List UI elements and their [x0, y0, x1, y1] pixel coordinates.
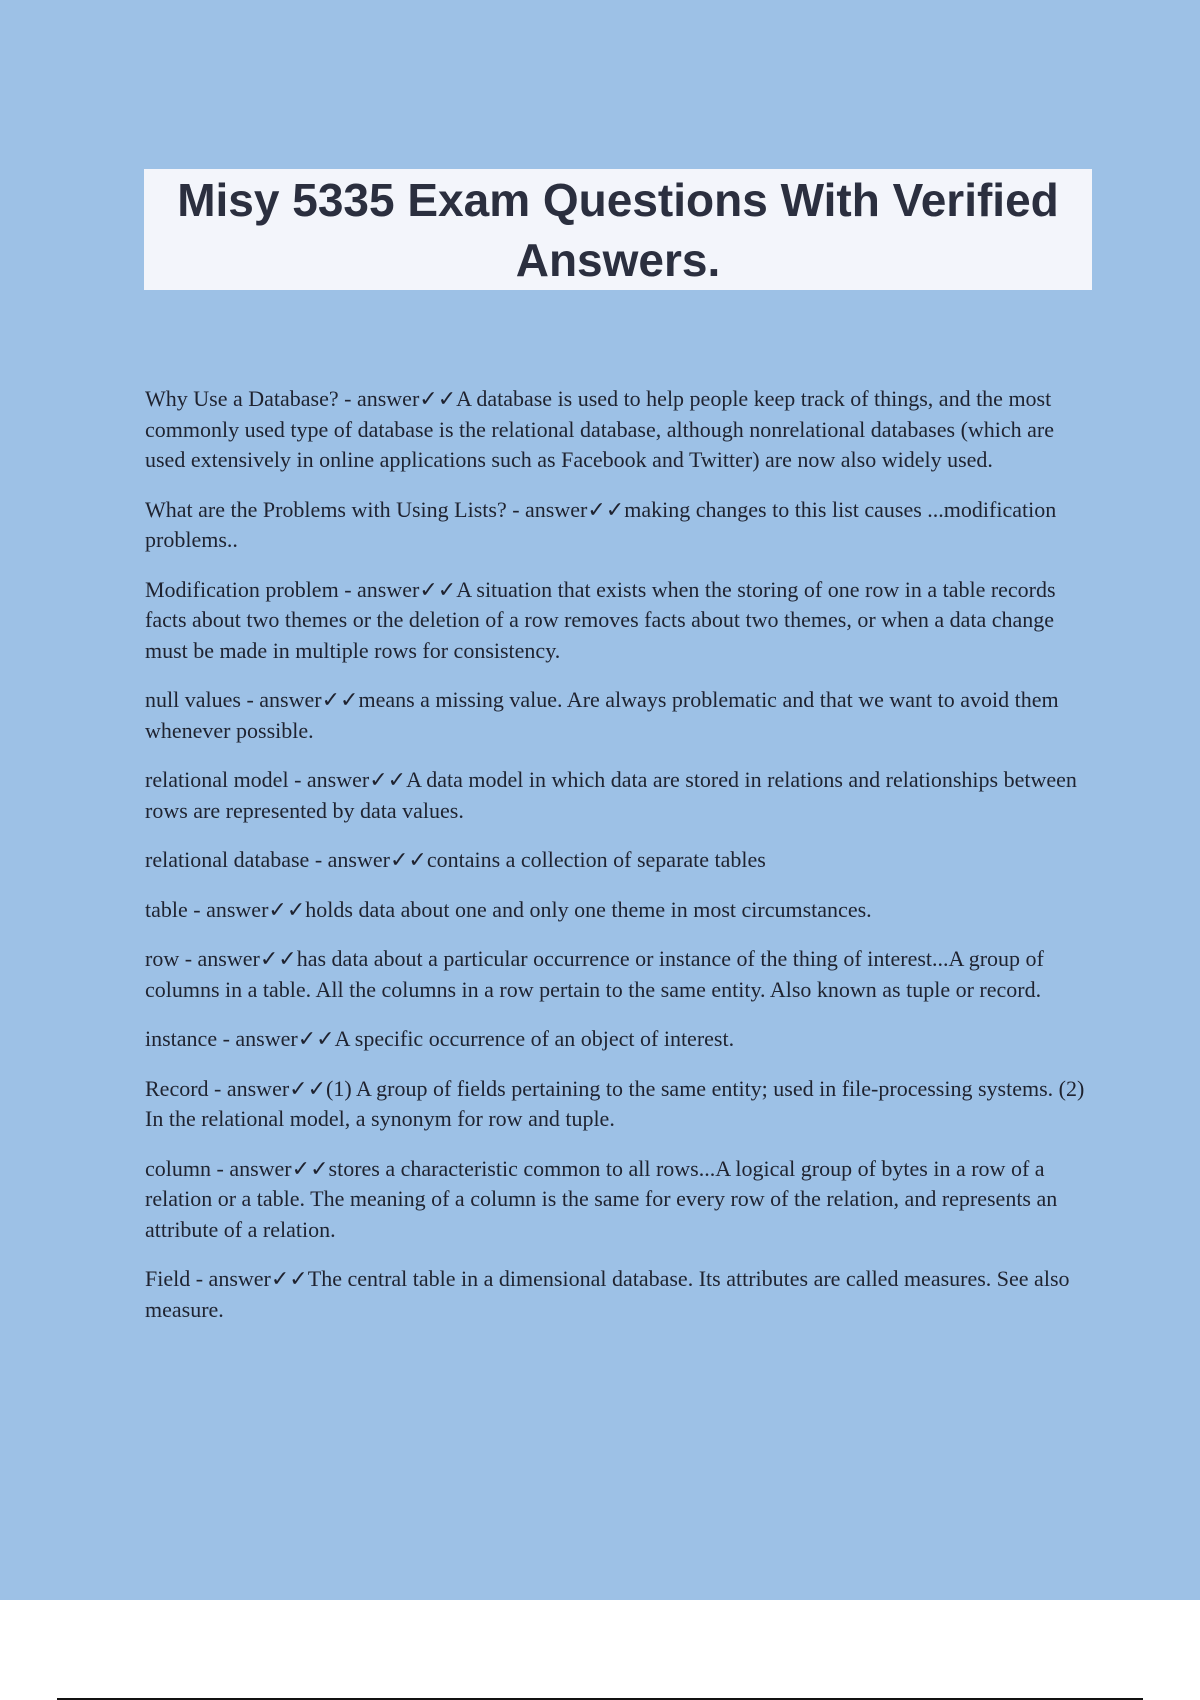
qa-separator: - answer [187, 896, 269, 922]
qa-separator: - answer [190, 1266, 271, 1291]
qa-term: What are the Problems with Using Lists? [145, 496, 507, 522]
qa-term: row [145, 946, 180, 971]
qa-answer: has data about a particular occurrence or instance of the thing of interest...A group of columns in a table. All the columns in a row pertain to the same entity. Also known as tuple or record. [145, 946, 1044, 1002]
qa-item [145, 495, 1091, 556]
qa-term: Why Use a Database? [145, 386, 339, 411]
qa-answer: The central table in a dimensional database. Its attributes are called measures. See also measure. [145, 1266, 1070, 1322]
check-mark-icon: ✓✓ [419, 576, 457, 602]
qa-list [145, 384, 1091, 1344]
title-banner [144, 169, 1092, 290]
qa-separator: - answer [288, 767, 370, 792]
qa-separator: - answer [309, 847, 390, 872]
check-mark-icon: ✓✓ [268, 896, 306, 922]
check-mark-icon: ✓✓ [419, 386, 457, 411]
qa-answer: means a missing value. Are always problematic and that we want to avoid them whenever possible. [145, 687, 1059, 743]
qa-separator: - answer [179, 946, 260, 971]
qa-item [145, 1154, 1091, 1246]
qa-answer: making changes to this list causes ...modification problems.. [145, 496, 1057, 552]
qa-answer: contains a collection of separate tables [426, 847, 766, 872]
qa-item [145, 1264, 1091, 1325]
qa-separator: - answer [211, 1155, 292, 1181]
qa-answer: stores a characteristic common to all rows...A logical group of bytes in a row of a relation or a table. The meaning of a column is the same for every row of the relation, and represents an attribute of a relation. [145, 1155, 1058, 1242]
qa-item [145, 575, 1091, 667]
check-mark-icon: ✓✓ [389, 847, 427, 872]
qa-answer: A situation that exists when the storing of one row in a table records facts about two themes or the deletion of a row removes facts about two themes, or when a data change must be made in multiple rows for consistency. [145, 576, 1056, 663]
qa-item [145, 384, 1091, 476]
qa-term: relational model [145, 767, 289, 792]
qa-separator: - answer [338, 576, 420, 602]
qa-term: Modification problem [145, 576, 339, 602]
qa-answer: holds data about one and only one theme in most circumstances. [305, 896, 872, 922]
check-mark-icon: ✓✓ [297, 1026, 335, 1051]
qa-term: Record [145, 1075, 209, 1101]
qa-item [145, 1024, 1091, 1055]
qa-term: null values [145, 687, 241, 712]
check-mark-icon: ✓✓ [291, 1155, 329, 1181]
qa-item [145, 944, 1091, 1005]
check-mark-icon: ✓✓ [270, 1266, 308, 1291]
check-mark-icon: ✓✓ [369, 767, 407, 792]
check-mark-icon: ✓✓ [259, 946, 297, 971]
qa-separator: - answer [338, 386, 420, 411]
qa-answer: A specific occurrence of an object of interest. [334, 1026, 735, 1051]
qa-separator: - answer [240, 687, 322, 712]
qa-item [145, 685, 1091, 746]
qa-item [145, 765, 1091, 826]
qa-answer: (1) A group of fields pertaining to the same entity; used in file-processing systems. (2) In the relational model, a synonym for row and tuple. [145, 1075, 1085, 1131]
document-title: Misy 5335 Exam Questions With Verified Answers. [177, 173, 1059, 286]
qa-term: column [145, 1155, 211, 1181]
qa-separator: - answer [506, 496, 588, 522]
qa-item [145, 1074, 1091, 1135]
qa-term: relational database [145, 847, 310, 872]
check-mark-icon: ✓✓ [289, 1075, 327, 1101]
check-mark-icon: ✓✓ [321, 687, 359, 712]
qa-term: table [145, 896, 188, 922]
qa-answer: A database is used to help people keep track of things, and the most commonly used type of database is the relational database, although nonrelational databases (which are used extensively in online applications such as Facebook and Twitter) are now also widely used. [145, 386, 1055, 472]
qa-item [145, 845, 1091, 876]
qa-term: Field [145, 1266, 191, 1291]
check-mark-icon: ✓✓ [587, 496, 625, 522]
qa-separator: - answer [217, 1026, 298, 1051]
qa-term: instance [145, 1026, 218, 1051]
qa-separator: - answer [208, 1075, 290, 1101]
qa-answer: A data model in which data are stored in relations and relationships between rows are represented by data values. [145, 767, 1077, 823]
qa-item [145, 895, 1091, 926]
